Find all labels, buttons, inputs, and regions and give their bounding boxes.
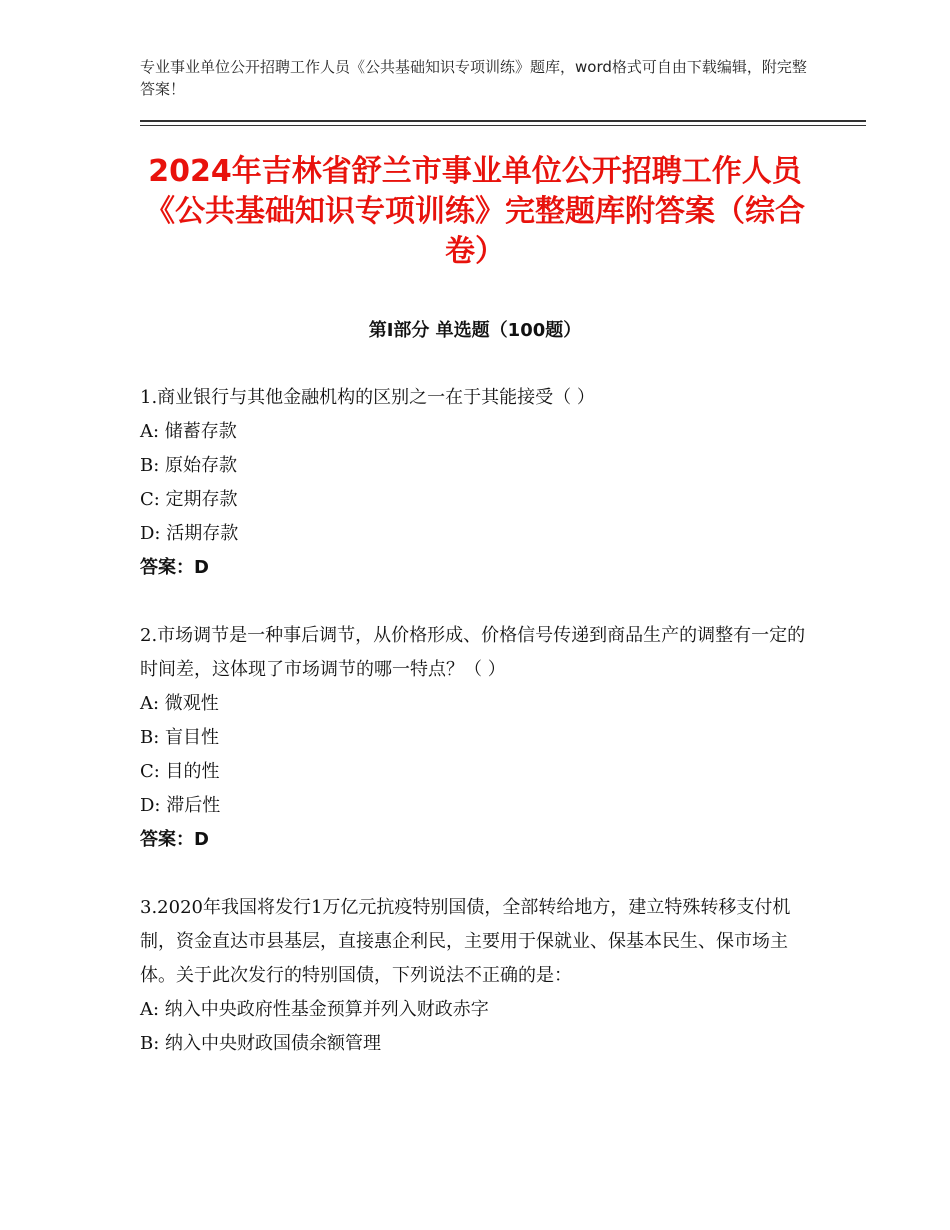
question-1 [140,381,810,585]
option-a: A: 纳入中央政府性基金预算并列入财政赤字 [140,999,489,1020]
option-b: B: 原始存款 [140,455,238,476]
question-stem: 3.2020年我国将发行1万亿元抗疫特别国债，全部转给地方，建立特殊转移支付机制，资金直达市县基层，直接惠企利民，主要用于保就业、保基本民生、保市场主体。关于此次发行的特别国债，下列说法不正确的是： [140,897,791,986]
question-stem: 2.市场调节是一种事后调节，从价格形成、价格信号传递到商品生产的调整有一定的时间差，这体现了市场调节的哪一特点？（ ） [140,625,806,680]
document-title: 2024年吉林省舒兰市事业单位公开招聘工作人员《公共基础知识专项训练》完整题库附答案（综合卷） [145,154,805,269]
option-d: D: 滞后性 [140,795,221,816]
header-note: 专业事业单位公开招聘工作人员《公共基础知识专项训练》题库，word格式可自由下载编辑，附完整答案！ [140,58,807,98]
answer-label: 答案：D [140,829,209,850]
question-stem: 1.商业银行与其他金融机构的区别之一在于其能接受（ ） [140,387,595,408]
option-a: A: 储蓄存款 [140,421,237,442]
question-2 [140,619,810,857]
header-rule-thick [140,120,866,122]
header-rule-thin [140,125,866,126]
question-3 [140,891,810,1061]
option-c: C: 定期存款 [140,489,238,510]
option-a: A: 微观性 [140,693,219,714]
answer-label: 答案：D [140,557,209,578]
option-d: D: 活期存款 [140,523,239,544]
option-b: B: 纳入中央财政国债余额管理 [140,1033,382,1054]
option-c: C: 目的性 [140,761,220,782]
option-b: B: 盲目性 [140,727,220,748]
question-list [140,381,810,1095]
section-title: 第Ⅰ部分 单选题（100题） [368,320,582,341]
